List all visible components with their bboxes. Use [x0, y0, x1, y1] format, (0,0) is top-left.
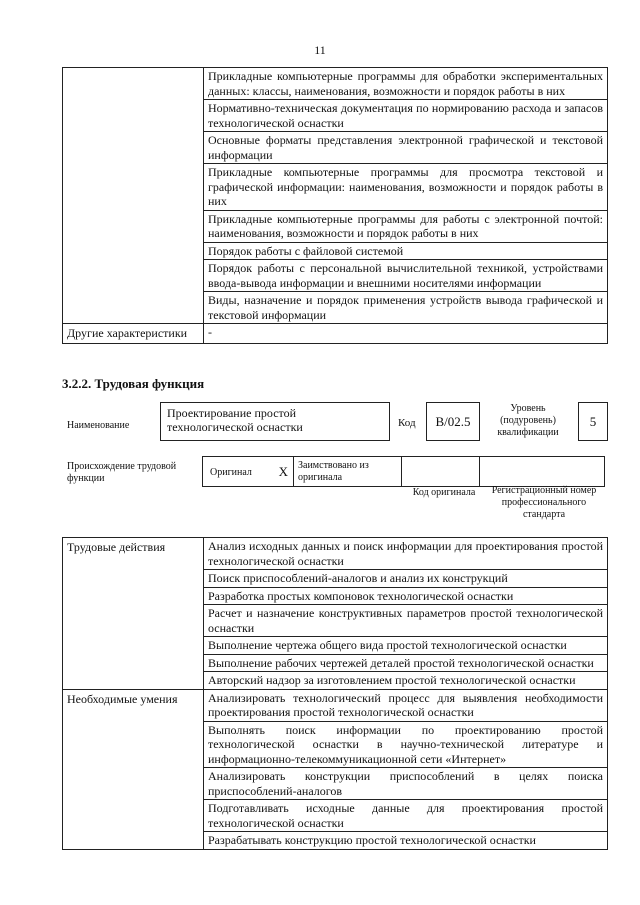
labor-action-item: Авторский надзор за изготовлением простой технологической оснастки — [204, 672, 608, 690]
borrowed-cell — [294, 456, 402, 487]
labor-action-item: Поиск приспособлений-аналогов и анализ их конструкций — [204, 570, 608, 588]
borrowed-label: Заимствовано из оригинала — [298, 460, 369, 483]
knowledge-item: Прикладные компьютерные программы для работы с электронной почтой: наименования, возможности и порядок работы в них — [204, 210, 608, 242]
original-code-cell — [402, 456, 480, 487]
labor-action-item: Разработка простых компоновок технологической оснастки — [204, 587, 608, 605]
knowledge-item: Порядок работы с файловой системой — [204, 242, 608, 260]
table-row — [63, 68, 608, 100]
origin-row — [202, 456, 605, 487]
name-value: Проектирование простой технологической оснастки — [160, 402, 390, 441]
section-title: 3.2.2. Трудовая функция — [62, 376, 205, 391]
registration-number-label: Регистрационный номер профессионального стандарта — [491, 485, 597, 520]
knowledge-item: Прикладные компьютерные программы для обработки экспериментальных данных: классы, наименования, возможности и порядок работы в них — [204, 68, 608, 100]
original-cell — [202, 456, 294, 487]
name-label: Наименование — [67, 420, 130, 431]
level-value: 5 — [578, 402, 608, 441]
function-details-table — [62, 537, 608, 850]
skill-item: Анализировать конструкции приспособлений в целях поиска приспособлений-аналогов — [204, 768, 608, 800]
knowledge-table — [62, 67, 608, 344]
other-characteristics-label: Другие характеристики — [63, 324, 204, 344]
skill-item: Подготавливать исходные данные для проектирования простой технологической оснастки — [204, 800, 608, 832]
original-mark: X — [278, 464, 288, 479]
labor-action-item: Выполнение чертежа общего вида простой технологической оснастки — [204, 637, 608, 655]
original-code-label: Код оригинала — [412, 487, 476, 498]
table-row — [63, 324, 608, 344]
registration-number-cell — [480, 456, 605, 487]
labor-action-item: Расчет и назначение конструктивных параметров простой технологической оснастки — [204, 605, 608, 637]
knowledge-item: Нормативно-техническая документация по нормированию расхода и запасов технологической оснастки — [204, 100, 608, 132]
original-label: Оригинал — [210, 467, 252, 478]
level-label: Уровень (подуровень) квалификации — [497, 403, 559, 438]
table-row — [63, 689, 608, 721]
knowledge-item: Виды, назначение и порядок применения устройств вывода графической и текстовой информации — [204, 292, 608, 324]
code-value: B/02.5 — [426, 402, 480, 441]
labor-action-item: Выполнение рабочих чертежей деталей простой технологической оснастки — [204, 654, 608, 672]
skill-item: Анализировать технологический процесс для выявления необходимости проектирования простой технологической оснастки — [204, 689, 608, 721]
table-row — [63, 538, 608, 570]
other-characteristics-value: - — [204, 324, 608, 344]
knowledge-item: Основные форматы представления электронной графической и текстовой информации — [204, 132, 608, 164]
required-skills-label: Необходимые умения — [63, 689, 204, 849]
labor-action-item: Анализ исходных данных и поиск информации для проектирования простой технологической оснастки — [204, 538, 608, 570]
knowledge-item: Порядок работы с персональной вычислительной техникой, устройствами ввода-вывода информации и внешними носителями информации — [204, 260, 608, 292]
code-label: Код — [398, 417, 416, 429]
page-number: 11 — [314, 43, 326, 57]
skill-item: Разрабатывать конструкцию простой технологической оснастки — [204, 832, 608, 850]
labor-actions-label: Трудовые действия — [63, 538, 204, 690]
knowledge-item: Прикладные компьютерные программы для просмотра текстовой и графической информации: наименования, возможности и порядок работы в них — [204, 164, 608, 211]
skill-item: Выполнять поиск информации по проектированию простой технологической оснастки в научно-технической литературе и информационно-телекоммуникационной сети «Интернет» — [204, 721, 608, 768]
continued-label-cell — [63, 68, 204, 324]
origin-label: Происхождение трудовой функции — [67, 461, 177, 484]
